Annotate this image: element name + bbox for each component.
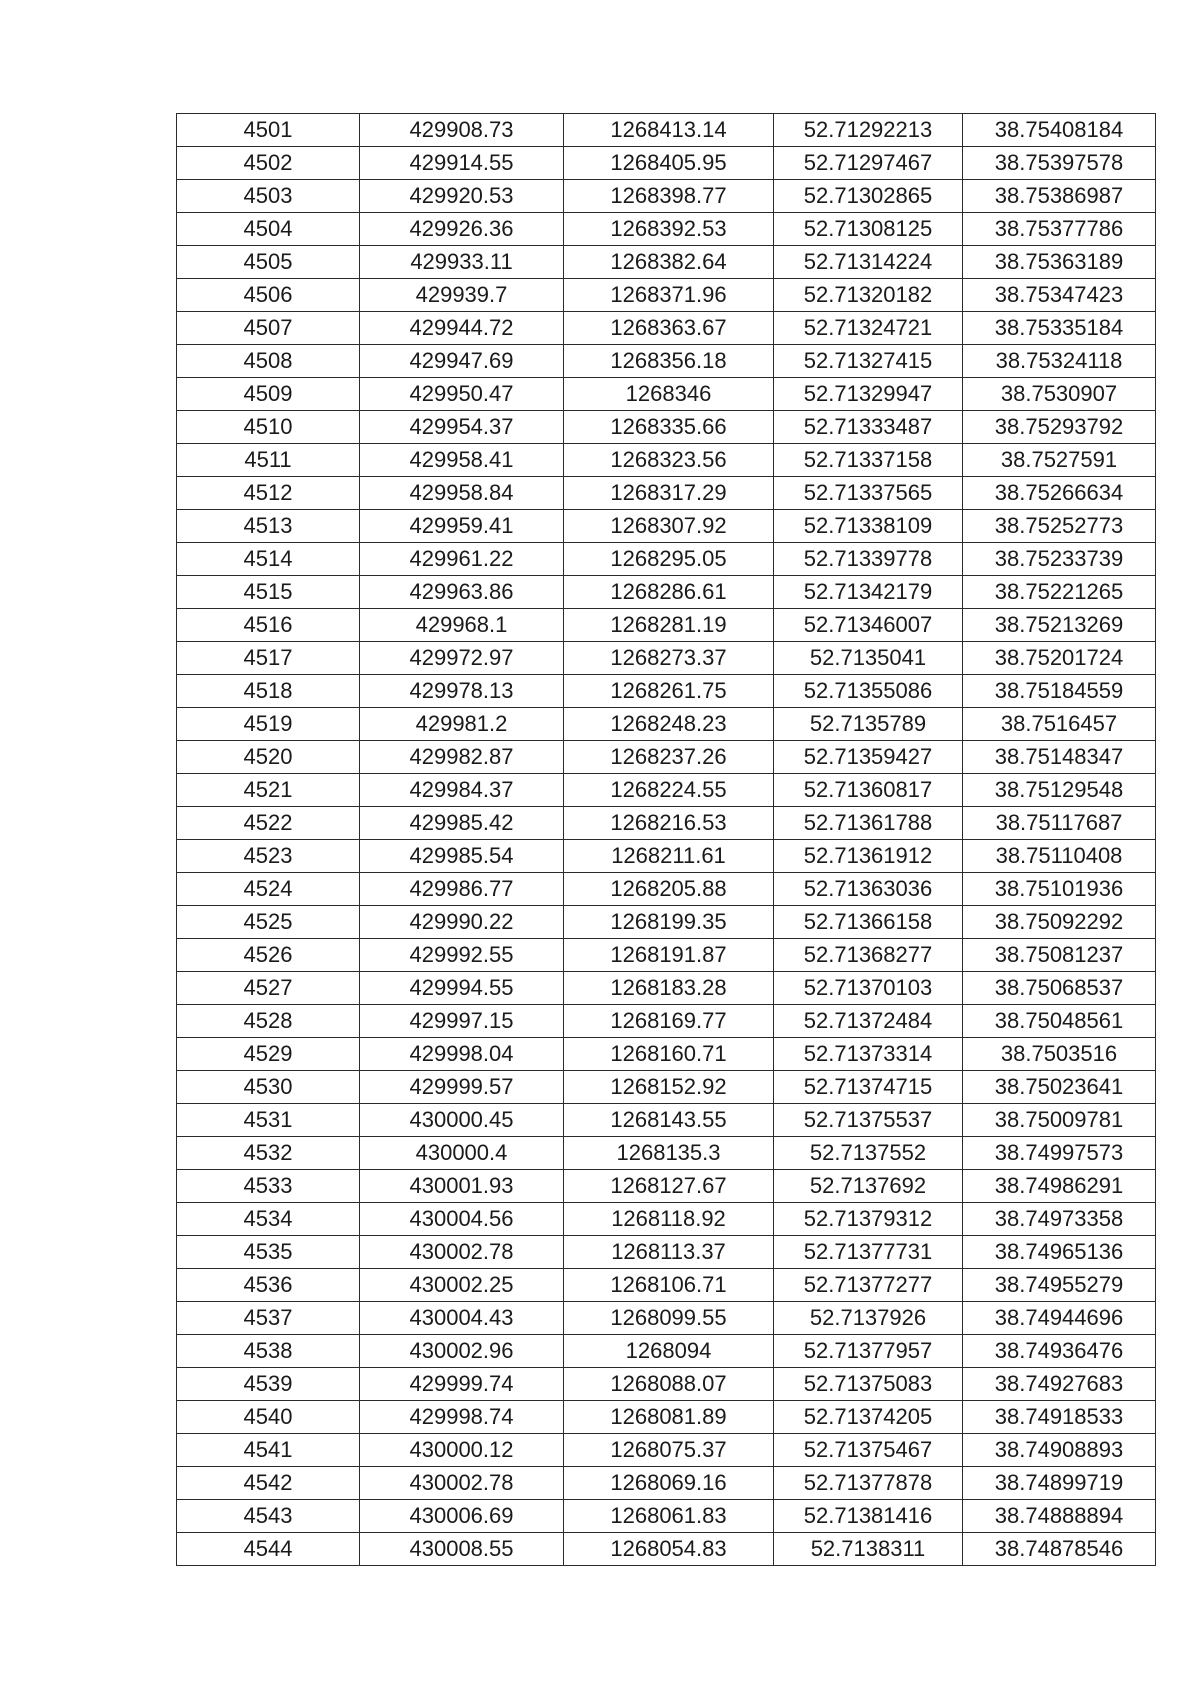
y-coordinate-cell: 1268295.05 — [564, 543, 774, 576]
table-row — [177, 444, 1156, 477]
x-coordinate-cell: 430008.55 — [360, 1533, 564, 1566]
y-coordinate-cell: 1268099.55 — [564, 1302, 774, 1335]
latitude-cell: 52.71370103 — [774, 972, 963, 1005]
latitude-cell: 52.71373314 — [774, 1038, 963, 1071]
x-coordinate-cell: 429992.55 — [360, 939, 564, 972]
longitude-cell: 38.74955279 — [963, 1269, 1156, 1302]
point-number-cell: 4532 — [177, 1137, 360, 1170]
x-coordinate-cell: 429994.55 — [360, 972, 564, 1005]
x-coordinate-cell: 429968.1 — [360, 609, 564, 642]
point-number-cell: 4541 — [177, 1434, 360, 1467]
table-row — [177, 774, 1156, 807]
latitude-cell: 52.71360817 — [774, 774, 963, 807]
latitude-cell: 52.7135041 — [774, 642, 963, 675]
latitude-cell: 52.71342179 — [774, 576, 963, 609]
latitude-cell: 52.7135789 — [774, 708, 963, 741]
y-coordinate-cell: 1268211.61 — [564, 840, 774, 873]
x-coordinate-cell: 429947.69 — [360, 345, 564, 378]
longitude-cell: 38.74927683 — [963, 1368, 1156, 1401]
table-row — [177, 1434, 1156, 1467]
point-number-cell: 4529 — [177, 1038, 360, 1071]
longitude-cell: 38.74986291 — [963, 1170, 1156, 1203]
table-row — [177, 1368, 1156, 1401]
table-row — [177, 675, 1156, 708]
y-coordinate-cell: 1268248.23 — [564, 708, 774, 741]
longitude-cell: 38.7503516 — [963, 1038, 1156, 1071]
table-row — [177, 147, 1156, 180]
x-coordinate-cell: 430002.25 — [360, 1269, 564, 1302]
point-number-cell: 4533 — [177, 1170, 360, 1203]
y-coordinate-cell: 1268224.55 — [564, 774, 774, 807]
longitude-cell: 38.75377786 — [963, 213, 1156, 246]
point-number-cell: 4528 — [177, 1005, 360, 1038]
y-coordinate-cell: 1268094 — [564, 1335, 774, 1368]
point-number-cell: 4535 — [177, 1236, 360, 1269]
y-coordinate-cell: 1268191.87 — [564, 939, 774, 972]
latitude-cell: 52.71372484 — [774, 1005, 963, 1038]
latitude-cell: 52.71366158 — [774, 906, 963, 939]
point-number-cell: 4510 — [177, 411, 360, 444]
x-coordinate-cell: 429997.15 — [360, 1005, 564, 1038]
latitude-cell: 52.71361912 — [774, 840, 963, 873]
longitude-cell: 38.74997573 — [963, 1137, 1156, 1170]
point-number-cell: 4516 — [177, 609, 360, 642]
longitude-cell: 38.74936476 — [963, 1335, 1156, 1368]
longitude-cell: 38.75408184 — [963, 114, 1156, 147]
point-number-cell: 4525 — [177, 906, 360, 939]
table-row — [177, 1005, 1156, 1038]
latitude-cell: 52.71377878 — [774, 1467, 963, 1500]
longitude-cell: 38.7527591 — [963, 444, 1156, 477]
latitude-cell: 52.71355086 — [774, 675, 963, 708]
x-coordinate-cell: 429954.37 — [360, 411, 564, 444]
x-coordinate-cell: 429920.53 — [360, 180, 564, 213]
y-coordinate-cell: 1268273.37 — [564, 642, 774, 675]
longitude-cell: 38.75117687 — [963, 807, 1156, 840]
x-coordinate-cell: 430002.96 — [360, 1335, 564, 1368]
x-coordinate-cell: 430004.56 — [360, 1203, 564, 1236]
table-body — [177, 114, 1156, 1566]
table-row — [177, 972, 1156, 1005]
latitude-cell: 52.71308125 — [774, 213, 963, 246]
point-number-cell: 4515 — [177, 576, 360, 609]
longitude-cell: 38.75293792 — [963, 411, 1156, 444]
latitude-cell: 52.71361788 — [774, 807, 963, 840]
point-number-cell: 4504 — [177, 213, 360, 246]
table-row — [177, 708, 1156, 741]
coordinates-table — [176, 113, 1156, 1566]
longitude-cell: 38.74944696 — [963, 1302, 1156, 1335]
longitude-cell: 38.7530907 — [963, 378, 1156, 411]
latitude-cell: 52.71359427 — [774, 741, 963, 774]
y-coordinate-cell: 1268199.35 — [564, 906, 774, 939]
y-coordinate-cell: 1268363.67 — [564, 312, 774, 345]
table-row — [177, 873, 1156, 906]
table-row — [177, 1104, 1156, 1137]
table-row — [177, 1038, 1156, 1071]
y-coordinate-cell: 1268183.28 — [564, 972, 774, 1005]
longitude-cell: 38.74965136 — [963, 1236, 1156, 1269]
latitude-cell: 52.71375467 — [774, 1434, 963, 1467]
y-coordinate-cell: 1268237.26 — [564, 741, 774, 774]
longitude-cell: 38.75397578 — [963, 147, 1156, 180]
point-number-cell: 4537 — [177, 1302, 360, 1335]
x-coordinate-cell: 429978.13 — [360, 675, 564, 708]
point-number-cell: 4523 — [177, 840, 360, 873]
table-row — [177, 609, 1156, 642]
point-number-cell: 4508 — [177, 345, 360, 378]
x-coordinate-cell: 429985.54 — [360, 840, 564, 873]
longitude-cell: 38.75324118 — [963, 345, 1156, 378]
point-number-cell: 4524 — [177, 873, 360, 906]
x-coordinate-cell: 430000.12 — [360, 1434, 564, 1467]
y-coordinate-cell: 1268356.18 — [564, 345, 774, 378]
table-row — [177, 279, 1156, 312]
y-coordinate-cell: 1268286.61 — [564, 576, 774, 609]
longitude-cell: 38.75266634 — [963, 477, 1156, 510]
point-number-cell: 4522 — [177, 807, 360, 840]
table-row — [177, 1236, 1156, 1269]
point-number-cell: 4505 — [177, 246, 360, 279]
x-coordinate-cell: 429985.42 — [360, 807, 564, 840]
point-number-cell: 4519 — [177, 708, 360, 741]
latitude-cell: 52.7137926 — [774, 1302, 963, 1335]
latitude-cell: 52.71368277 — [774, 939, 963, 972]
point-number-cell: 4543 — [177, 1500, 360, 1533]
x-coordinate-cell: 430002.78 — [360, 1467, 564, 1500]
y-coordinate-cell: 1268160.71 — [564, 1038, 774, 1071]
latitude-cell: 52.71374715 — [774, 1071, 963, 1104]
latitude-cell: 52.71327415 — [774, 345, 963, 378]
x-coordinate-cell: 429958.41 — [360, 444, 564, 477]
y-coordinate-cell: 1268317.29 — [564, 477, 774, 510]
latitude-cell: 52.71375537 — [774, 1104, 963, 1137]
y-coordinate-cell: 1268075.37 — [564, 1434, 774, 1467]
y-coordinate-cell: 1268392.53 — [564, 213, 774, 246]
y-coordinate-cell: 1268216.53 — [564, 807, 774, 840]
point-number-cell: 4512 — [177, 477, 360, 510]
latitude-cell: 52.71363036 — [774, 873, 963, 906]
table-row — [177, 1269, 1156, 1302]
longitude-cell: 38.75363189 — [963, 246, 1156, 279]
table-row — [177, 741, 1156, 774]
x-coordinate-cell: 430000.45 — [360, 1104, 564, 1137]
longitude-cell: 38.75110408 — [963, 840, 1156, 873]
y-coordinate-cell: 1268081.89 — [564, 1401, 774, 1434]
x-coordinate-cell: 429939.7 — [360, 279, 564, 312]
y-coordinate-cell: 1268135.3 — [564, 1137, 774, 1170]
y-coordinate-cell: 1268398.77 — [564, 180, 774, 213]
table-row — [177, 114, 1156, 147]
longitude-cell: 38.75148347 — [963, 741, 1156, 774]
x-coordinate-cell: 429982.87 — [360, 741, 564, 774]
table-row — [177, 246, 1156, 279]
longitude-cell: 38.74878546 — [963, 1533, 1156, 1566]
x-coordinate-cell: 429972.97 — [360, 642, 564, 675]
latitude-cell: 52.71338109 — [774, 510, 963, 543]
point-number-cell: 4517 — [177, 642, 360, 675]
x-coordinate-cell: 429961.22 — [360, 543, 564, 576]
longitude-cell: 38.75335184 — [963, 312, 1156, 345]
latitude-cell: 52.71337565 — [774, 477, 963, 510]
latitude-cell: 52.71374205 — [774, 1401, 963, 1434]
y-coordinate-cell: 1268335.66 — [564, 411, 774, 444]
longitude-cell: 38.74908893 — [963, 1434, 1156, 1467]
point-number-cell: 4502 — [177, 147, 360, 180]
latitude-cell: 52.71337158 — [774, 444, 963, 477]
y-coordinate-cell: 1268143.55 — [564, 1104, 774, 1137]
longitude-cell: 38.75023641 — [963, 1071, 1156, 1104]
point-number-cell: 4501 — [177, 114, 360, 147]
latitude-cell: 52.71377277 — [774, 1269, 963, 1302]
longitude-cell: 38.75386987 — [963, 180, 1156, 213]
x-coordinate-cell: 429998.74 — [360, 1401, 564, 1434]
latitude-cell: 52.7137552 — [774, 1137, 963, 1170]
x-coordinate-cell: 429933.11 — [360, 246, 564, 279]
x-coordinate-cell: 429944.72 — [360, 312, 564, 345]
x-coordinate-cell: 429950.47 — [360, 378, 564, 411]
x-coordinate-cell: 429990.22 — [360, 906, 564, 939]
longitude-cell: 38.74888894 — [963, 1500, 1156, 1533]
table-row — [177, 1467, 1156, 1500]
latitude-cell: 52.71314224 — [774, 246, 963, 279]
x-coordinate-cell: 430001.93 — [360, 1170, 564, 1203]
y-coordinate-cell: 1268346 — [564, 378, 774, 411]
y-coordinate-cell: 1268088.07 — [564, 1368, 774, 1401]
table-row — [177, 1137, 1156, 1170]
point-number-cell: 4507 — [177, 312, 360, 345]
y-coordinate-cell: 1268413.14 — [564, 114, 774, 147]
latitude-cell: 52.7138311 — [774, 1533, 963, 1566]
y-coordinate-cell: 1268405.95 — [564, 147, 774, 180]
latitude-cell: 52.71320182 — [774, 279, 963, 312]
table-row — [177, 642, 1156, 675]
latitude-cell: 52.7137692 — [774, 1170, 963, 1203]
longitude-cell: 38.75009781 — [963, 1104, 1156, 1137]
longitude-cell: 38.7516457 — [963, 708, 1156, 741]
point-number-cell: 4526 — [177, 939, 360, 972]
point-number-cell: 4520 — [177, 741, 360, 774]
x-coordinate-cell: 430006.69 — [360, 1500, 564, 1533]
point-number-cell: 4538 — [177, 1335, 360, 1368]
x-coordinate-cell: 429959.41 — [360, 510, 564, 543]
y-coordinate-cell: 1268371.96 — [564, 279, 774, 312]
y-coordinate-cell: 1268382.64 — [564, 246, 774, 279]
longitude-cell: 38.75092292 — [963, 906, 1156, 939]
point-number-cell: 4511 — [177, 444, 360, 477]
x-coordinate-cell: 429914.55 — [360, 147, 564, 180]
table-row — [177, 576, 1156, 609]
table-row — [177, 1401, 1156, 1434]
longitude-cell: 38.75213269 — [963, 609, 1156, 642]
x-coordinate-cell: 429963.86 — [360, 576, 564, 609]
latitude-cell: 52.71381416 — [774, 1500, 963, 1533]
point-number-cell: 4544 — [177, 1533, 360, 1566]
longitude-cell: 38.75221265 — [963, 576, 1156, 609]
y-coordinate-cell: 1268069.16 — [564, 1467, 774, 1500]
point-number-cell: 4542 — [177, 1467, 360, 1500]
point-number-cell: 4540 — [177, 1401, 360, 1434]
y-coordinate-cell: 1268127.67 — [564, 1170, 774, 1203]
x-coordinate-cell: 430002.78 — [360, 1236, 564, 1269]
longitude-cell: 38.75184559 — [963, 675, 1156, 708]
latitude-cell: 52.71379312 — [774, 1203, 963, 1236]
point-number-cell: 4514 — [177, 543, 360, 576]
table-row — [177, 1335, 1156, 1368]
latitude-cell: 52.71329947 — [774, 378, 963, 411]
table-row — [177, 510, 1156, 543]
longitude-cell: 38.74918533 — [963, 1401, 1156, 1434]
x-coordinate-cell: 429986.77 — [360, 873, 564, 906]
point-number-cell: 4509 — [177, 378, 360, 411]
y-coordinate-cell: 1268169.77 — [564, 1005, 774, 1038]
point-number-cell: 4506 — [177, 279, 360, 312]
table-row — [177, 906, 1156, 939]
x-coordinate-cell: 429998.04 — [360, 1038, 564, 1071]
longitude-cell: 38.75201724 — [963, 642, 1156, 675]
y-coordinate-cell: 1268118.92 — [564, 1203, 774, 1236]
longitude-cell: 38.75347423 — [963, 279, 1156, 312]
x-coordinate-cell: 429999.57 — [360, 1071, 564, 1104]
point-number-cell: 4518 — [177, 675, 360, 708]
table-row — [177, 180, 1156, 213]
x-coordinate-cell: 429908.73 — [360, 114, 564, 147]
point-number-cell: 4503 — [177, 180, 360, 213]
point-number-cell: 4536 — [177, 1269, 360, 1302]
longitude-cell: 38.75101936 — [963, 873, 1156, 906]
latitude-cell: 52.71377957 — [774, 1335, 963, 1368]
x-coordinate-cell: 429981.2 — [360, 708, 564, 741]
point-number-cell: 4521 — [177, 774, 360, 807]
latitude-cell: 52.71324721 — [774, 312, 963, 345]
longitude-cell: 38.75233739 — [963, 543, 1156, 576]
point-number-cell: 4527 — [177, 972, 360, 1005]
longitude-cell: 38.75081237 — [963, 939, 1156, 972]
point-number-cell: 4513 — [177, 510, 360, 543]
y-coordinate-cell: 1268054.83 — [564, 1533, 774, 1566]
table-row — [177, 213, 1156, 246]
table-row — [177, 1203, 1156, 1236]
y-coordinate-cell: 1268106.71 — [564, 1269, 774, 1302]
point-number-cell: 4539 — [177, 1368, 360, 1401]
point-number-cell: 4534 — [177, 1203, 360, 1236]
x-coordinate-cell: 430004.43 — [360, 1302, 564, 1335]
table-row — [177, 1500, 1156, 1533]
latitude-cell: 52.71339778 — [774, 543, 963, 576]
y-coordinate-cell: 1268113.37 — [564, 1236, 774, 1269]
latitude-cell: 52.71302865 — [774, 180, 963, 213]
y-coordinate-cell: 1268323.56 — [564, 444, 774, 477]
y-coordinate-cell: 1268152.92 — [564, 1071, 774, 1104]
point-number-cell: 4530 — [177, 1071, 360, 1104]
x-coordinate-cell: 429999.74 — [360, 1368, 564, 1401]
y-coordinate-cell: 1268061.83 — [564, 1500, 774, 1533]
table-row — [177, 1302, 1156, 1335]
y-coordinate-cell: 1268281.19 — [564, 609, 774, 642]
x-coordinate-cell: 429984.37 — [360, 774, 564, 807]
table-row — [177, 543, 1156, 576]
longitude-cell: 38.75048561 — [963, 1005, 1156, 1038]
latitude-cell: 52.71346007 — [774, 609, 963, 642]
latitude-cell: 52.71377731 — [774, 1236, 963, 1269]
point-number-cell: 4531 — [177, 1104, 360, 1137]
table-row — [177, 1071, 1156, 1104]
table-row — [177, 939, 1156, 972]
y-coordinate-cell: 1268261.75 — [564, 675, 774, 708]
x-coordinate-cell: 430000.4 — [360, 1137, 564, 1170]
longitude-cell: 38.74899719 — [963, 1467, 1156, 1500]
table-row — [177, 411, 1156, 444]
latitude-cell: 52.71297467 — [774, 147, 963, 180]
table-row — [177, 312, 1156, 345]
x-coordinate-cell: 429958.84 — [360, 477, 564, 510]
y-coordinate-cell: 1268205.88 — [564, 873, 774, 906]
longitude-cell: 38.74973358 — [963, 1203, 1156, 1236]
x-coordinate-cell: 429926.36 — [360, 213, 564, 246]
longitude-cell: 38.75068537 — [963, 972, 1156, 1005]
latitude-cell: 52.71375083 — [774, 1368, 963, 1401]
table-row — [177, 345, 1156, 378]
table-row — [177, 1170, 1156, 1203]
longitude-cell: 38.75129548 — [963, 774, 1156, 807]
latitude-cell: 52.71292213 — [774, 114, 963, 147]
table-row — [177, 1533, 1156, 1566]
y-coordinate-cell: 1268307.92 — [564, 510, 774, 543]
table-row — [177, 477, 1156, 510]
table-row — [177, 807, 1156, 840]
table-row — [177, 840, 1156, 873]
table-row — [177, 378, 1156, 411]
longitude-cell: 38.75252773 — [963, 510, 1156, 543]
latitude-cell: 52.71333487 — [774, 411, 963, 444]
